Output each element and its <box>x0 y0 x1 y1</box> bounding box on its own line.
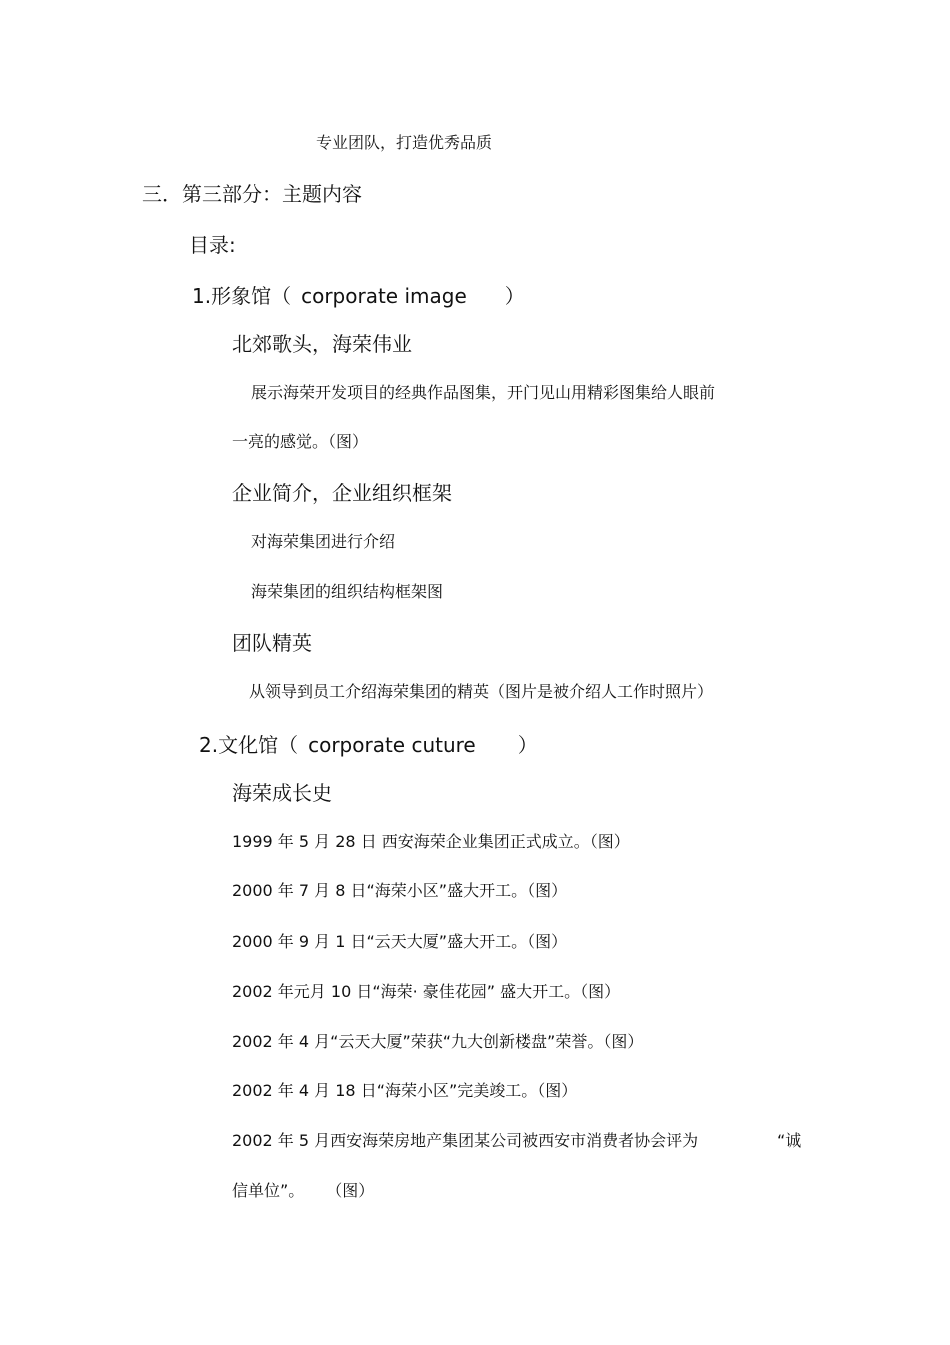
hall1-sub3-line-1: 从领导到员工介绍海荣集团的精英（图片是被介绍人工作时照片） <box>249 682 714 701</box>
history-entry-last-main: 2002 年 5 月西安海荣房地产集团某公司被西安市消费者协会评为 <box>232 1131 699 1150</box>
history-entry: 2002 年 4 月 18 日“海荣小区”完美竣工。（图） <box>232 1081 578 1100</box>
history-entry-last-cont <box>232 1183 374 1199</box>
history-entry: 2002 年元月 10 日“海荣· 豪佳花园” 盛大开工。（图） <box>232 982 621 1001</box>
history-entry: 2002 年 4 月“云天大厦”荣获“九大创新楼盘”荣誉。（图） <box>232 1032 644 1051</box>
hall1-sub2-line-2: 海荣集团的组织结构框架图 <box>251 582 444 601</box>
hall2-title-en: corporate cuture <box>308 733 476 757</box>
hall2-title <box>199 735 538 755</box>
top-line: 专业团队，打造优秀品质 <box>316 133 493 152</box>
history-entry-last-cont-text: 信单位”。 <box>232 1181 305 1200</box>
hall2-title-suffix: ） <box>517 733 538 757</box>
hall1-sub2-heading: 企业简介，企业组织框架 <box>232 481 452 505</box>
toc-label: 目录: <box>189 233 236 257</box>
history-entry: 2000 年 7 月 8 日“海荣小区”盛大开工。（图） <box>232 881 568 900</box>
hall2-sub1-heading: 海荣成长史 <box>232 781 332 805</box>
history-entry: 1999 年 5 月 28 日 西安海荣企业集团正式成立。（图） <box>232 832 630 851</box>
hall1-sub1-line-1: 展示海荣开发项目的经典作品图集，开门见山用精彩图集给人眼前 <box>251 383 716 402</box>
hall1-title-prefix: 1.形象馆（ <box>192 284 292 308</box>
section-title: 三．第三部分：主题内容 <box>142 182 362 206</box>
history-entry: 2000 年 9 月 1 日“云天大厦”盛大开工。（图） <box>232 932 568 951</box>
hall1-title-suffix: ） <box>504 284 525 308</box>
history-entry-last-quote: “诚 <box>777 1131 802 1150</box>
history-entry-last-tag: （图） <box>326 1181 375 1200</box>
hall1-title <box>192 286 525 306</box>
hall1-sub3-heading: 团队精英 <box>232 631 312 655</box>
hall1-sub1-line-2: 一亮的感觉。（图） <box>232 432 369 451</box>
hall2-title-prefix: 2.文化馆（ <box>199 733 299 757</box>
hall1-title-en: corporate image <box>301 284 467 308</box>
hall1-sub1-heading: 北郊歌头，海荣伟业 <box>232 332 412 356</box>
hall1-sub2-line-1: 对海荣集团进行介绍 <box>251 532 396 551</box>
